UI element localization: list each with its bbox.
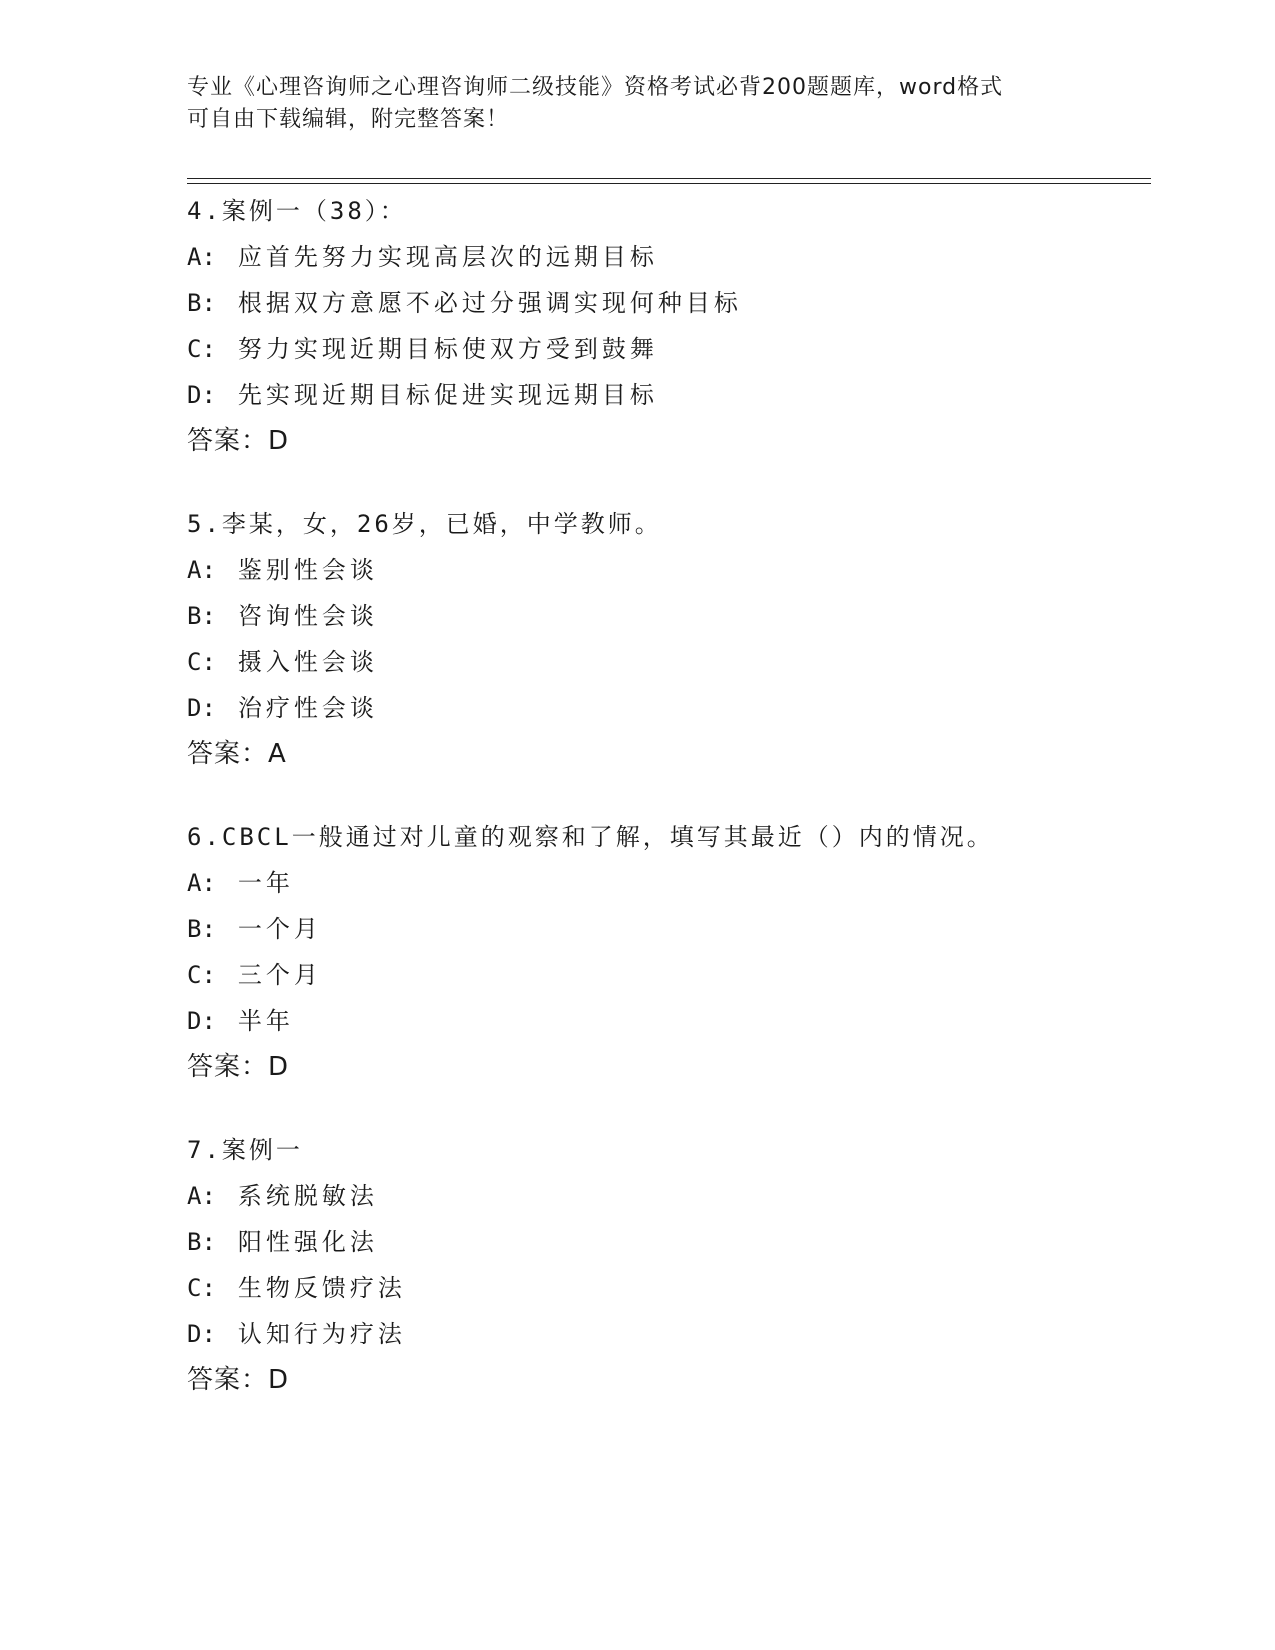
option-d <box>187 1311 1147 1357</box>
option-a <box>187 1173 1147 1219</box>
option-text: 咨询性会谈 <box>237 602 378 630</box>
option-letter: B: <box>187 602 216 630</box>
header-divider-bottom <box>187 183 1151 184</box>
question-6 <box>187 814 1147 1090</box>
answer-line: 答案：D <box>187 1052 290 1082</box>
document-header <box>187 72 1087 136</box>
question-title: 5.李某，女，26岁，已婚，中学教师。 <box>187 510 662 538</box>
question-4 <box>187 188 1147 464</box>
option-b <box>187 906 1147 952</box>
question-list <box>187 188 1147 1440</box>
question-5 <box>187 501 1147 777</box>
option-text: 一年 <box>237 869 294 897</box>
option-a <box>187 860 1147 906</box>
option-letter: C: <box>187 335 216 363</box>
option-a <box>187 547 1147 593</box>
option-b <box>187 280 1147 326</box>
option-text: 生物反馈疗法 <box>237 1274 406 1302</box>
option-letter: D: <box>187 1320 216 1348</box>
option-letter: B: <box>187 915 216 943</box>
option-text: 三个月 <box>237 961 322 989</box>
answer-line: 答案：A <box>187 739 287 769</box>
option-letter: A: <box>187 243 216 271</box>
option-c <box>187 1265 1147 1311</box>
question-title: 4.案例一（38）： <box>187 197 407 225</box>
option-text: 努力实现近期目标使双方受到鼓舞 <box>237 335 658 363</box>
option-letter: A: <box>187 1182 216 1210</box>
option-text: 鉴别性会谈 <box>237 556 378 584</box>
option-c <box>187 952 1147 998</box>
option-letter: C: <box>187 648 216 676</box>
option-a <box>187 234 1147 280</box>
option-text: 先实现近期目标促进实现远期目标 <box>237 381 658 409</box>
option-d <box>187 998 1147 1044</box>
option-letter: A: <box>187 556 216 584</box>
question-title: 7.案例一 <box>187 1136 303 1164</box>
option-letter: B: <box>187 1228 216 1256</box>
option-c <box>187 326 1147 372</box>
option-text: 根据双方意愿不必过分强调实现何种目标 <box>237 289 742 317</box>
option-text: 一个月 <box>237 915 322 943</box>
header-divider-top <box>187 178 1151 179</box>
option-text: 治疗性会谈 <box>237 694 378 722</box>
option-letter: D: <box>187 381 216 409</box>
option-text: 系统脱敏法 <box>237 1182 378 1210</box>
option-letter: C: <box>187 961 216 989</box>
option-c <box>187 639 1147 685</box>
option-text: 认知行为疗法 <box>237 1320 406 1348</box>
answer-line: 答案：D <box>187 1365 290 1395</box>
option-letter: C: <box>187 1274 216 1302</box>
question-title: 6.CBCL一般通过对儿童的观察和了解，填写其最近（）内的情况。 <box>187 823 994 851</box>
header-line-1: 专业《心理咨询师之心理咨询师二级技能》资格考试必背200题题库，word格式 <box>187 75 1004 100</box>
option-b <box>187 593 1147 639</box>
option-b <box>187 1219 1147 1265</box>
option-text: 摄入性会谈 <box>237 648 378 676</box>
option-d <box>187 685 1147 731</box>
option-text: 阳性强化法 <box>237 1228 378 1256</box>
option-letter: D: <box>187 1007 216 1035</box>
option-d <box>187 372 1147 418</box>
header-line-2: 可自由下载编辑，附完整答案！ <box>187 107 510 132</box>
option-text: 半年 <box>237 1007 294 1035</box>
option-text: 应首先努力实现高层次的远期目标 <box>237 243 658 271</box>
question-7 <box>187 1127 1147 1403</box>
option-letter: D: <box>187 694 216 722</box>
option-letter: A: <box>187 869 216 897</box>
option-letter: B: <box>187 289 216 317</box>
answer-line: 答案：D <box>187 426 290 456</box>
